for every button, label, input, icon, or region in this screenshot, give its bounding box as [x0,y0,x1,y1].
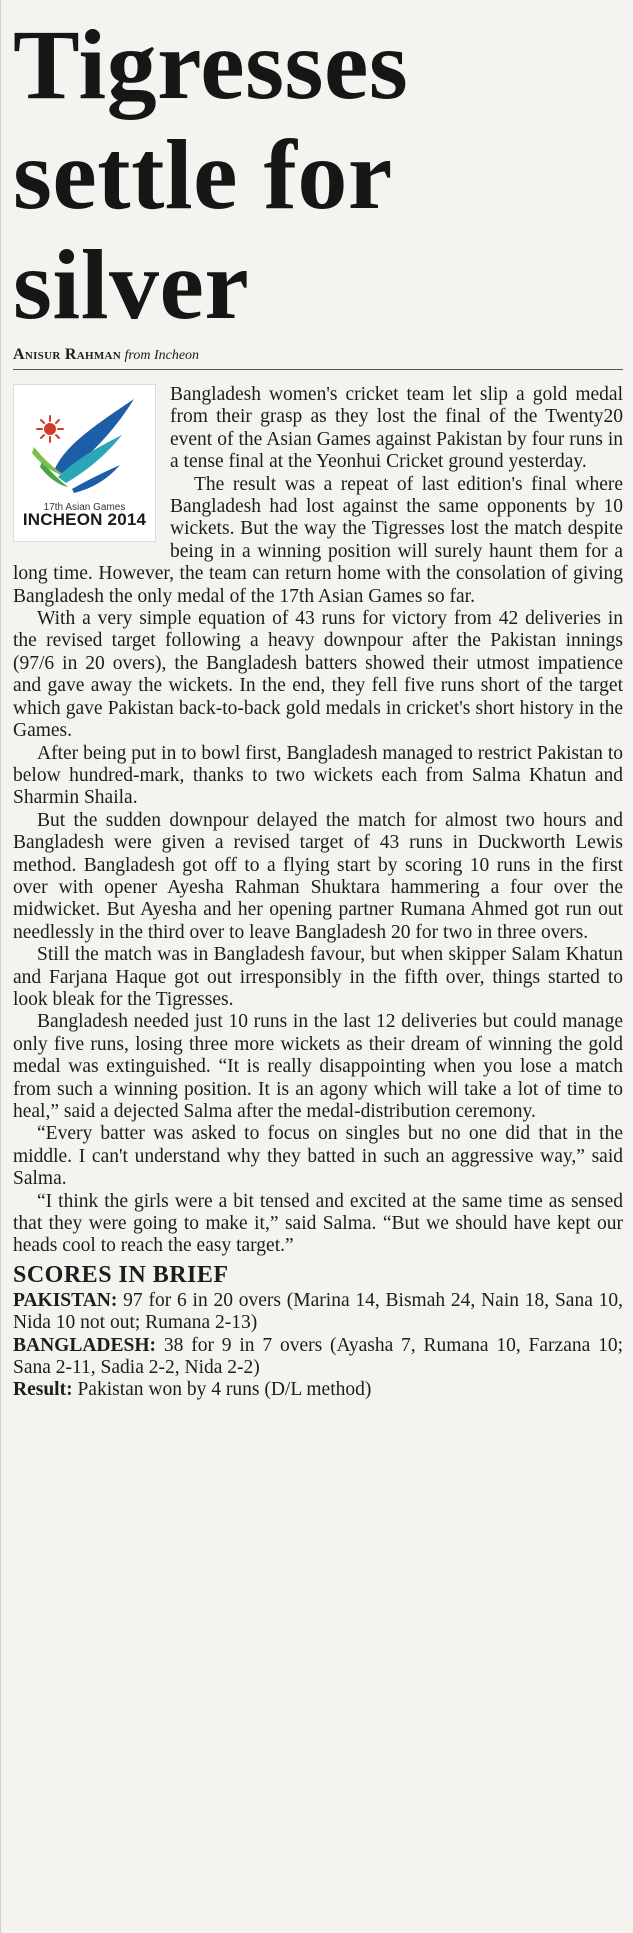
score-result [13,1379,623,1401]
paragraph: But the sudden downpour delayed the match for almost two hours and Bangladesh were given a revised target of 43 runs in Duckworth Lewis method. Bangladesh got off to a flying start by scoring 10 runs in the first over with opener Ayesha Rahman Shuktara hammering a four over the midwicket. But Ayesha and her opening partner Rumana Ahmed got run out needlessly in the third over to leave Bangladesh 20 for two in three overs. [13,809,623,943]
headline: Tigresses settle for silver [13,9,409,340]
logo-caption: 17th Asian Games [43,502,126,513]
score-label: PAKISTAN: [13,1289,118,1311]
score-text: 97 for 6 in 20 overs (Marina 14, Bismah 24, Nain 18, Sana 10, Nida 10 not out; Rumana 2-13) [13,1289,624,1334]
paragraph: Still the match was in Bangladesh favour, but when skipper Salam Khatun and Farjana Haque got out irresponsibly in the fifth over, things started to look bleak for the Tigresses. [13,944,623,1010]
author-name: Anisur Rahman [13,346,122,363]
paragraph: The result was a repeat of last edition's final where Bangladesh had lost against the same opponents by 10 wickets. But the way the Tigresses lost the match despite being in a winning position will surely haunt them for a long time. However, the team can return home with the consolation of giving Bangladesh the only medal of the 17th Asian Games so far. [13,473,623,607]
paragraph: With a very simple equation of 43 runs for victory from 42 deliveries in the revised target following a heavy downpour after the Pakistan innings (97/6 in 20 overs), the Bangladesh batters showed their utmost impatience and gave away the wickets. In the end, they fell five runs short of the target which gave Pakistan back-to-back gold medals in cricket's short history in the Games. [13,608,623,742]
score-text: 38 for 9 in 7 overs (Ayasha 7, Rumana 10, Farzana 10; Sana 2-11, Sadia 2-2, Nida 2-2) [13,1334,624,1379]
paragraph: “Every batter was asked to focus on singles but no one did that in the middle. I can't understand why they batted in such an aggressive way,” said Salma. [13,1123,623,1190]
paragraph: After being put in to bowl first, Bangladesh managed to restrict Pakistan to below hundred-mark, thanks to two wickets each from Salma Khatun and Sharmin Shaila. [13,742,623,809]
article-body [13,384,623,1402]
score-pakistan [13,1290,623,1335]
scores-heading: SCORES IN BRIEF [13,1261,229,1288]
score-text: Pakistan won by 4 runs (D/L method) [77,1379,372,1401]
asian-games-logo [13,384,156,542]
asian-games-emblem-icon [24,391,146,497]
score-label: Result: [13,1379,73,1401]
score-bangladesh [13,1335,623,1380]
paragraph: Bangladesh women's cricket team let slip a gold medal from their grasp as they lost the final of the Twenty20 event of the Asian Games against Pakistan by four runs in a tense final at the Yeonhui Cricket ground yesterday. [170,384,623,473]
logo-title: INCHEON 2014 [22,510,147,529]
score-label: BANGLADESH: [13,1334,157,1356]
paragraph: Bangladesh needed just 10 runs in the last 12 deliveries but could manage only five runs, losing three more wickets as their dream of winning the gold medal was extinguished. “It is really disappointing when you lose a match from such a winning position. It is an agony which will take a lot of time to heal,” said a dejected Salma after the medal-distribution ceremony. [13,1011,623,1122]
author-location: from Incheon [124,348,200,363]
paragraph: “I think the girls were a bit tensed and excited at the same time as sensed that they were going to make it,” said Salma. “But we should have kept our heads cool to reach the easy target.” [13,1190,623,1257]
byline [13,346,623,370]
